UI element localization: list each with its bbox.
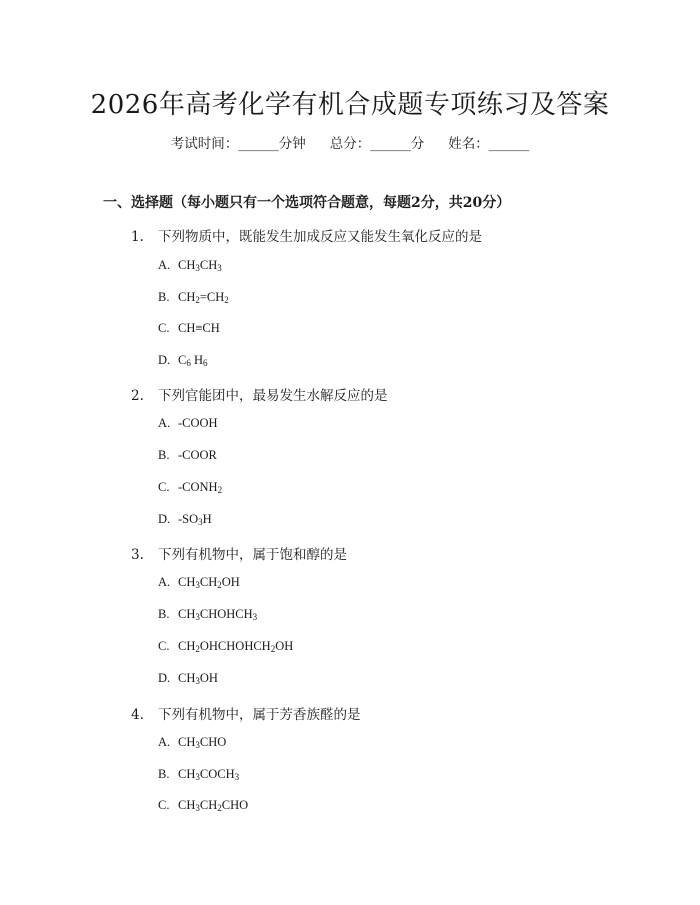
section-heading: 一、选择题（每小题只有一个选项符合题意，每题2分，共20分） bbox=[103, 195, 511, 211]
option-text: $CH_3CHOHCH_3$ bbox=[178, 607, 258, 622]
question-number: 2. bbox=[131, 388, 144, 404]
option-letter: B. bbox=[158, 767, 170, 781]
option-letter: C. bbox=[158, 480, 170, 494]
option-text: CH≡CH bbox=[178, 321, 220, 335]
question-1 bbox=[131, 225, 482, 245]
option-letter: A. bbox=[158, 258, 171, 272]
option bbox=[158, 448, 217, 463]
option-text: $CH_3OH$ bbox=[178, 671, 218, 686]
question-number: 3. bbox=[131, 547, 144, 563]
option bbox=[158, 258, 222, 273]
option-text: $CH_2=CH_2$ bbox=[178, 290, 229, 305]
exam-meta-line bbox=[0, 132, 700, 152]
option-letter: A. bbox=[158, 735, 171, 749]
option-text: $-SO_3H$ bbox=[178, 512, 212, 527]
option-letter: B. bbox=[158, 607, 170, 621]
option-letter: D. bbox=[158, 512, 171, 526]
question-text: 下列有机物中，属于饱和醇的是 bbox=[158, 547, 347, 563]
option-text: $CH_3CH_2OH$ bbox=[178, 575, 240, 590]
option-letter: D. bbox=[158, 353, 171, 367]
option bbox=[158, 671, 218, 686]
option bbox=[158, 290, 229, 305]
question-3 bbox=[131, 543, 347, 563]
option bbox=[158, 512, 212, 527]
option-letter: A. bbox=[158, 575, 171, 589]
question-number: 4. bbox=[131, 707, 144, 723]
total-score-field: 总分：______分 bbox=[329, 136, 425, 152]
question-text: 下列有机物中，属于芳香族醛的是 bbox=[158, 707, 361, 723]
name-field: 姓名：______ bbox=[448, 136, 530, 152]
option bbox=[158, 607, 257, 622]
option-letter: C. bbox=[158, 321, 170, 335]
option-text: $CH_3CHO$ bbox=[178, 735, 227, 750]
option bbox=[158, 767, 239, 782]
option-text: $C_6$ $H_6$ bbox=[178, 353, 208, 368]
option-text: $CH_3CH_2CHO$ bbox=[178, 798, 249, 813]
option-text: $CH_3COCH_3$ bbox=[178, 767, 240, 782]
option-text: $-CONH_2$ bbox=[178, 480, 223, 495]
option bbox=[158, 321, 220, 336]
option bbox=[158, 416, 218, 431]
option bbox=[158, 575, 240, 590]
option-letter: D. bbox=[158, 671, 171, 685]
option bbox=[158, 639, 293, 654]
exam-time-field: 考试时间：______分钟 bbox=[170, 136, 306, 152]
option-letter: B. bbox=[158, 290, 170, 304]
option bbox=[158, 480, 222, 495]
question-text: 下列官能团中，最易发生水解反应的是 bbox=[158, 388, 388, 404]
option-text: $CH_3CH_3$ bbox=[178, 258, 222, 273]
question-4 bbox=[131, 703, 361, 723]
option-letter: C. bbox=[158, 798, 170, 812]
question-2 bbox=[131, 384, 388, 404]
option-text: $CH_2OHCHOHCH_2OH$ bbox=[178, 639, 294, 654]
option bbox=[158, 798, 248, 813]
option-letter: C. bbox=[158, 639, 170, 653]
option-letter: B. bbox=[158, 448, 170, 462]
option-letter: A. bbox=[158, 416, 171, 430]
page-title: 2026年高考化学有机合成题专项练习及答案 bbox=[90, 90, 610, 120]
question-text: 下列物质中，既能发生加成反应又能发生氧化反应的是 bbox=[158, 229, 482, 245]
question-number: 1. bbox=[131, 229, 144, 245]
option bbox=[158, 735, 226, 750]
option-text: -COOH bbox=[178, 416, 218, 430]
option-text: -COOR bbox=[178, 448, 217, 462]
option bbox=[158, 353, 208, 368]
